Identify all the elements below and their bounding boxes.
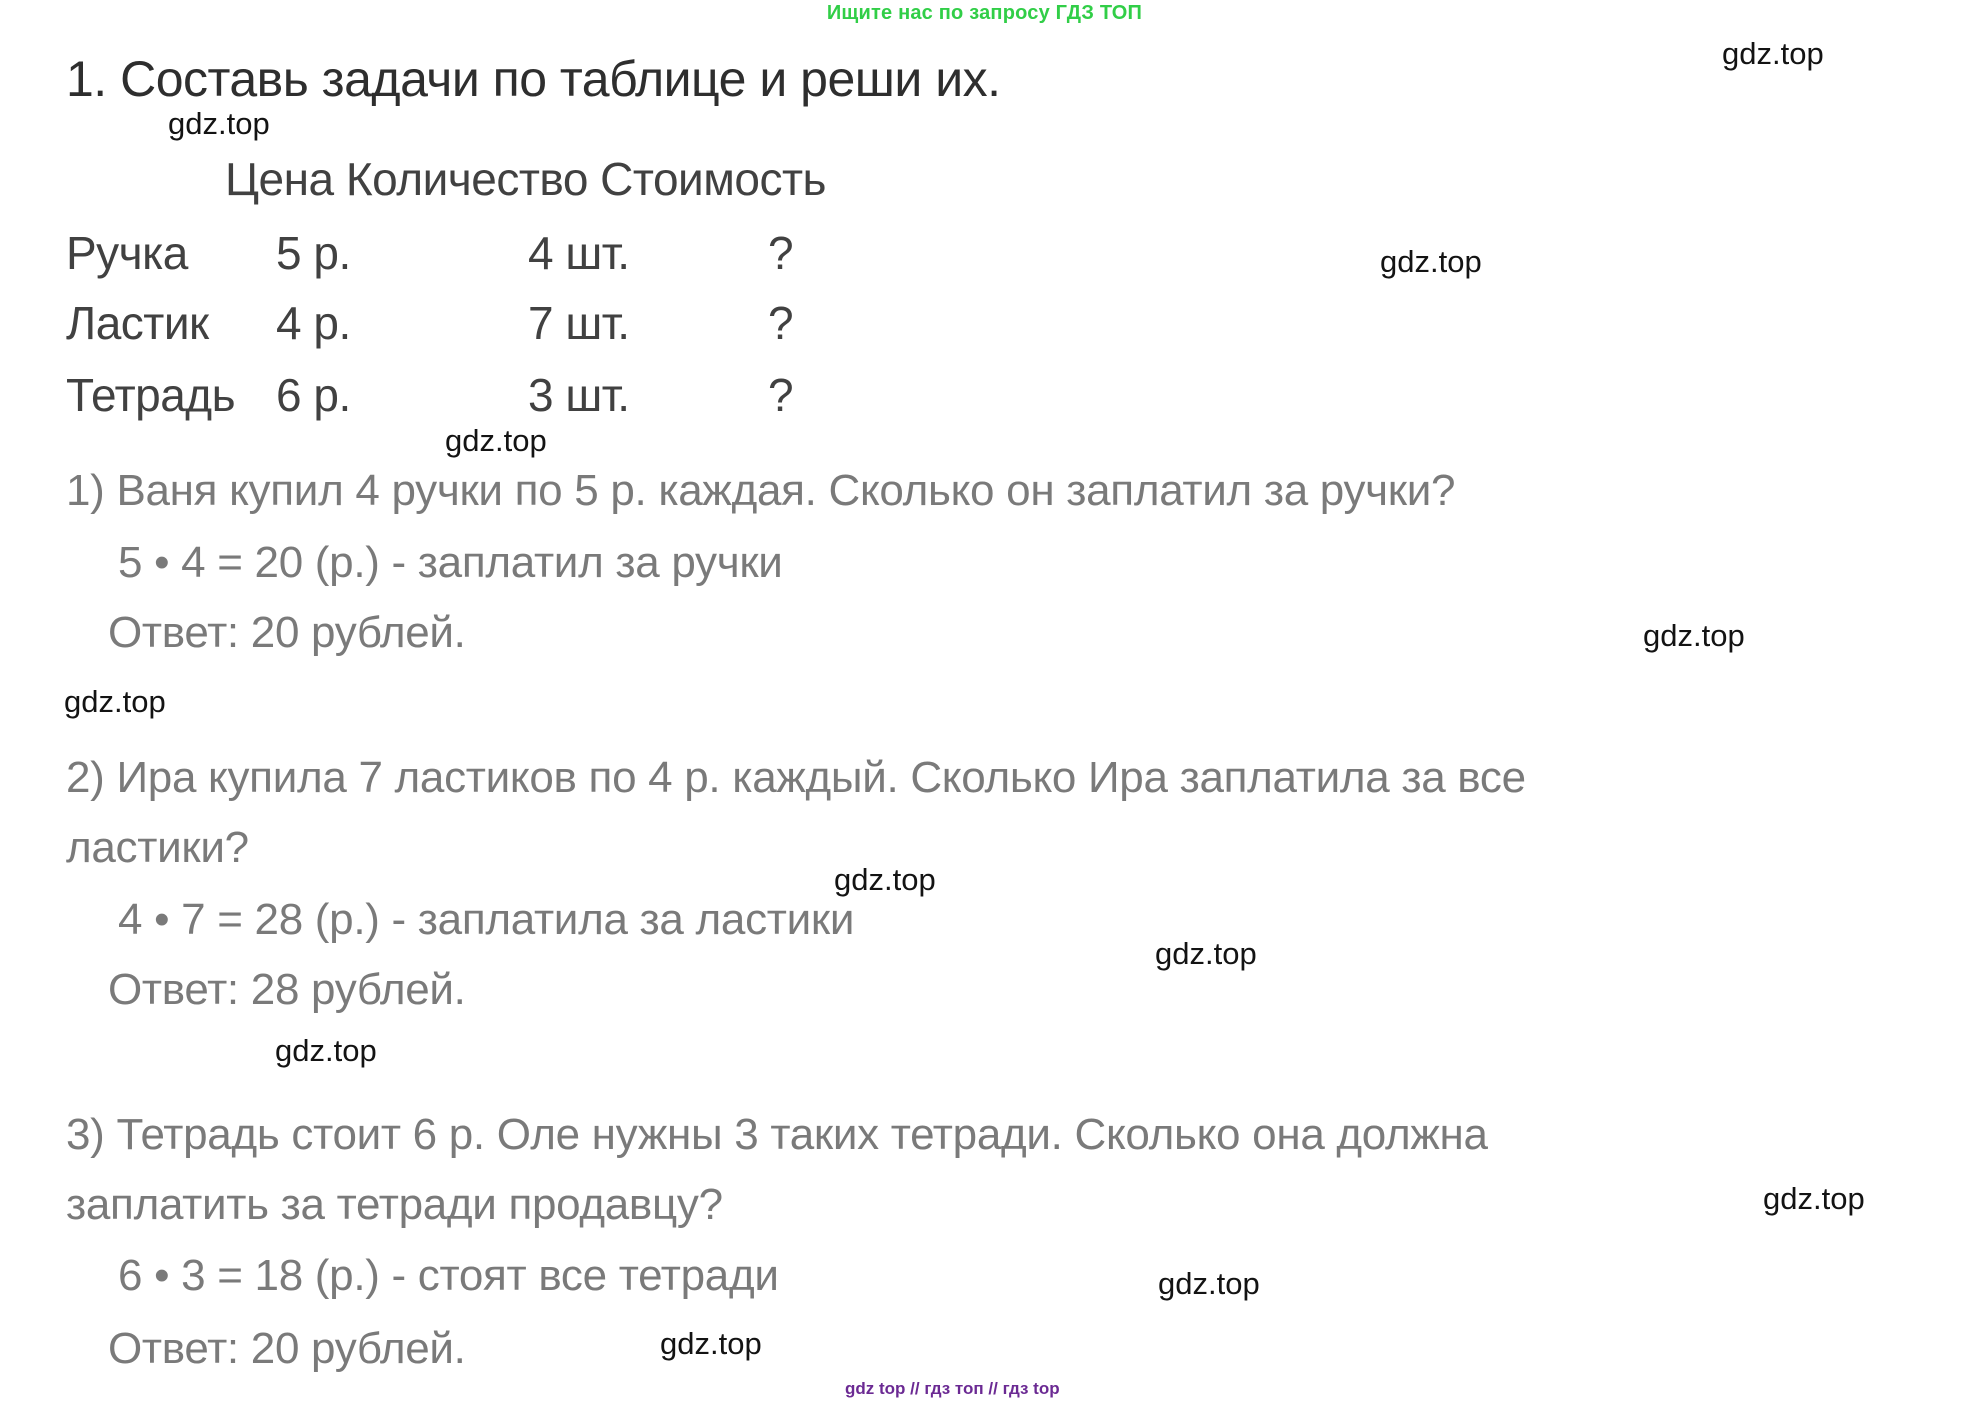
cell-cost: ? [768, 227, 794, 279]
gdz-watermark: gdz.top [168, 106, 270, 141]
cell-qty: 7 шт. [528, 297, 630, 349]
table-row [66, 226, 793, 280]
cell-price: 5 р. [276, 227, 351, 279]
cell-qty: 3 шт. [528, 369, 630, 421]
gdz-watermark: gdz.top [64, 684, 166, 719]
cell-price: 4 р. [276, 297, 351, 349]
gdz-watermark: gdz.top [1722, 36, 1824, 71]
gdz-watermark: gdz.top [1763, 1181, 1865, 1216]
gdz-watermark: gdz.top [660, 1326, 762, 1361]
table-header: Цена Количество Стоимость [225, 153, 826, 205]
gdz-watermark: gdz.top [1155, 936, 1257, 971]
cell-item: Ластик [66, 297, 209, 349]
gdz-watermark: gdz.top [275, 1033, 377, 1068]
table-row [66, 368, 793, 422]
cell-cost: ? [768, 297, 794, 349]
task-heading: 1. Составь задачи по таблице и реши их. [66, 51, 1001, 107]
cell-price: 6 р. [276, 369, 351, 421]
problem-2-answer: Ответ: 28 рублей. [108, 965, 466, 1014]
gdz-watermark: gdz.top [1643, 618, 1745, 653]
cell-cost: ? [768, 369, 794, 421]
problem-3-solution: 6 • 3 = 18 (р.) - стоят все тетради [118, 1251, 779, 1300]
promo-banner: Ищите нас по запросу ГДЗ ТОП [826, 2, 1143, 24]
problem-1-solution: 5 • 4 = 20 (р.) - заплатил за ручки [118, 538, 783, 587]
gdz-watermark: gdz.top [445, 423, 547, 458]
problem-3-text-line-1: 3) Тетрадь стоит 6 р. Оле нужны 3 таких тетради. Сколько она должна [66, 1110, 1488, 1159]
problem-2-text-line-1: 2) Ира купила 7 ластиков по 4 р. каждый. Сколько Ира заплатила за все [66, 753, 1526, 802]
gdz-watermark: gdz.top [1380, 244, 1482, 279]
footer-watermark: gdz top // гдз топ // гдз top [845, 1379, 1060, 1398]
problem-3-text-line-2: заплатить за тетради продавцу? [66, 1180, 723, 1229]
cell-item: Тетрадь [66, 369, 236, 421]
table-row [66, 296, 793, 350]
problem-1-answer: Ответ: 20 рублей. [108, 608, 466, 657]
problem-2-text-line-2: ластики? [66, 823, 249, 872]
problem-1-text: 1) Ваня купил 4 ручки по 5 р. каждая. Сколько он заплатил за ручки? [66, 466, 1456, 515]
gdz-watermark: gdz.top [834, 862, 936, 897]
problem-2-solution: 4 • 7 = 28 (р.) - заплатила за ластики [118, 895, 855, 944]
gdz-watermark: gdz.top [1158, 1266, 1260, 1301]
cell-qty: 4 шт. [528, 227, 630, 279]
cell-item: Ручка [66, 227, 188, 279]
problem-3-answer: Ответ: 20 рублей. [108, 1324, 466, 1373]
